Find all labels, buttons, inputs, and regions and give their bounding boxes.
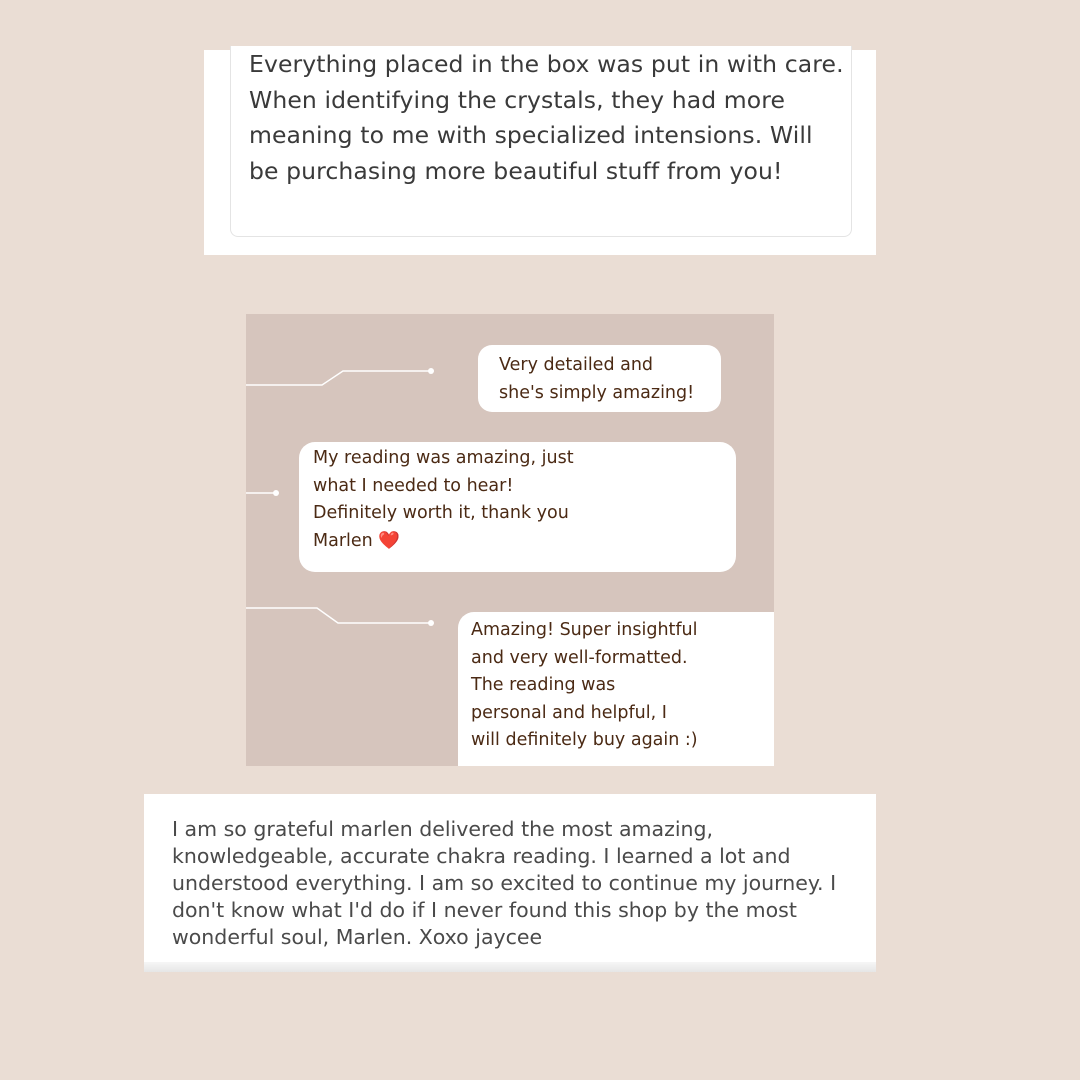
review-text-bottom: I am so grateful marlen delivered the most amazing, knowledgeable, accurate chakra reading. I learned a lot and understood everything. I am so excited to continue my journey. I don't know what I'd do if I never found this shop by the most wonderful soul, Marlen. Xoxo jaycee [172, 817, 837, 949]
connector-line-3 [246, 608, 431, 623]
connector-dot-2 [273, 490, 279, 496]
testimonial-bubble-1: Very detailed and she's simply amazing! [478, 345, 721, 412]
review-card-top [204, 50, 876, 255]
connector-dot-1 [428, 368, 434, 374]
review-card-bottom-edge [144, 962, 876, 972]
connector-dot-3 [428, 620, 434, 626]
testimonial-bubble-2: My reading was amazing, just what I needed to hear! Definitely worth it, thank you Marlen ❤️ [299, 442, 736, 572]
review-text-top: Everything placed in the box was put in with care. When identifying the crystals, they had more meaning to me with specialized intensions. Will be purchasing more beautiful stuff from you! [249, 50, 844, 185]
testimonial-bubble-3: Amazing! Super insightful and very well-formatted. The reading was personal and helpful, I will definitely buy again :) [458, 612, 774, 766]
connector-line-1 [246, 371, 431, 385]
testimonial-panel [246, 314, 774, 766]
review-card-bottom [144, 794, 876, 972]
